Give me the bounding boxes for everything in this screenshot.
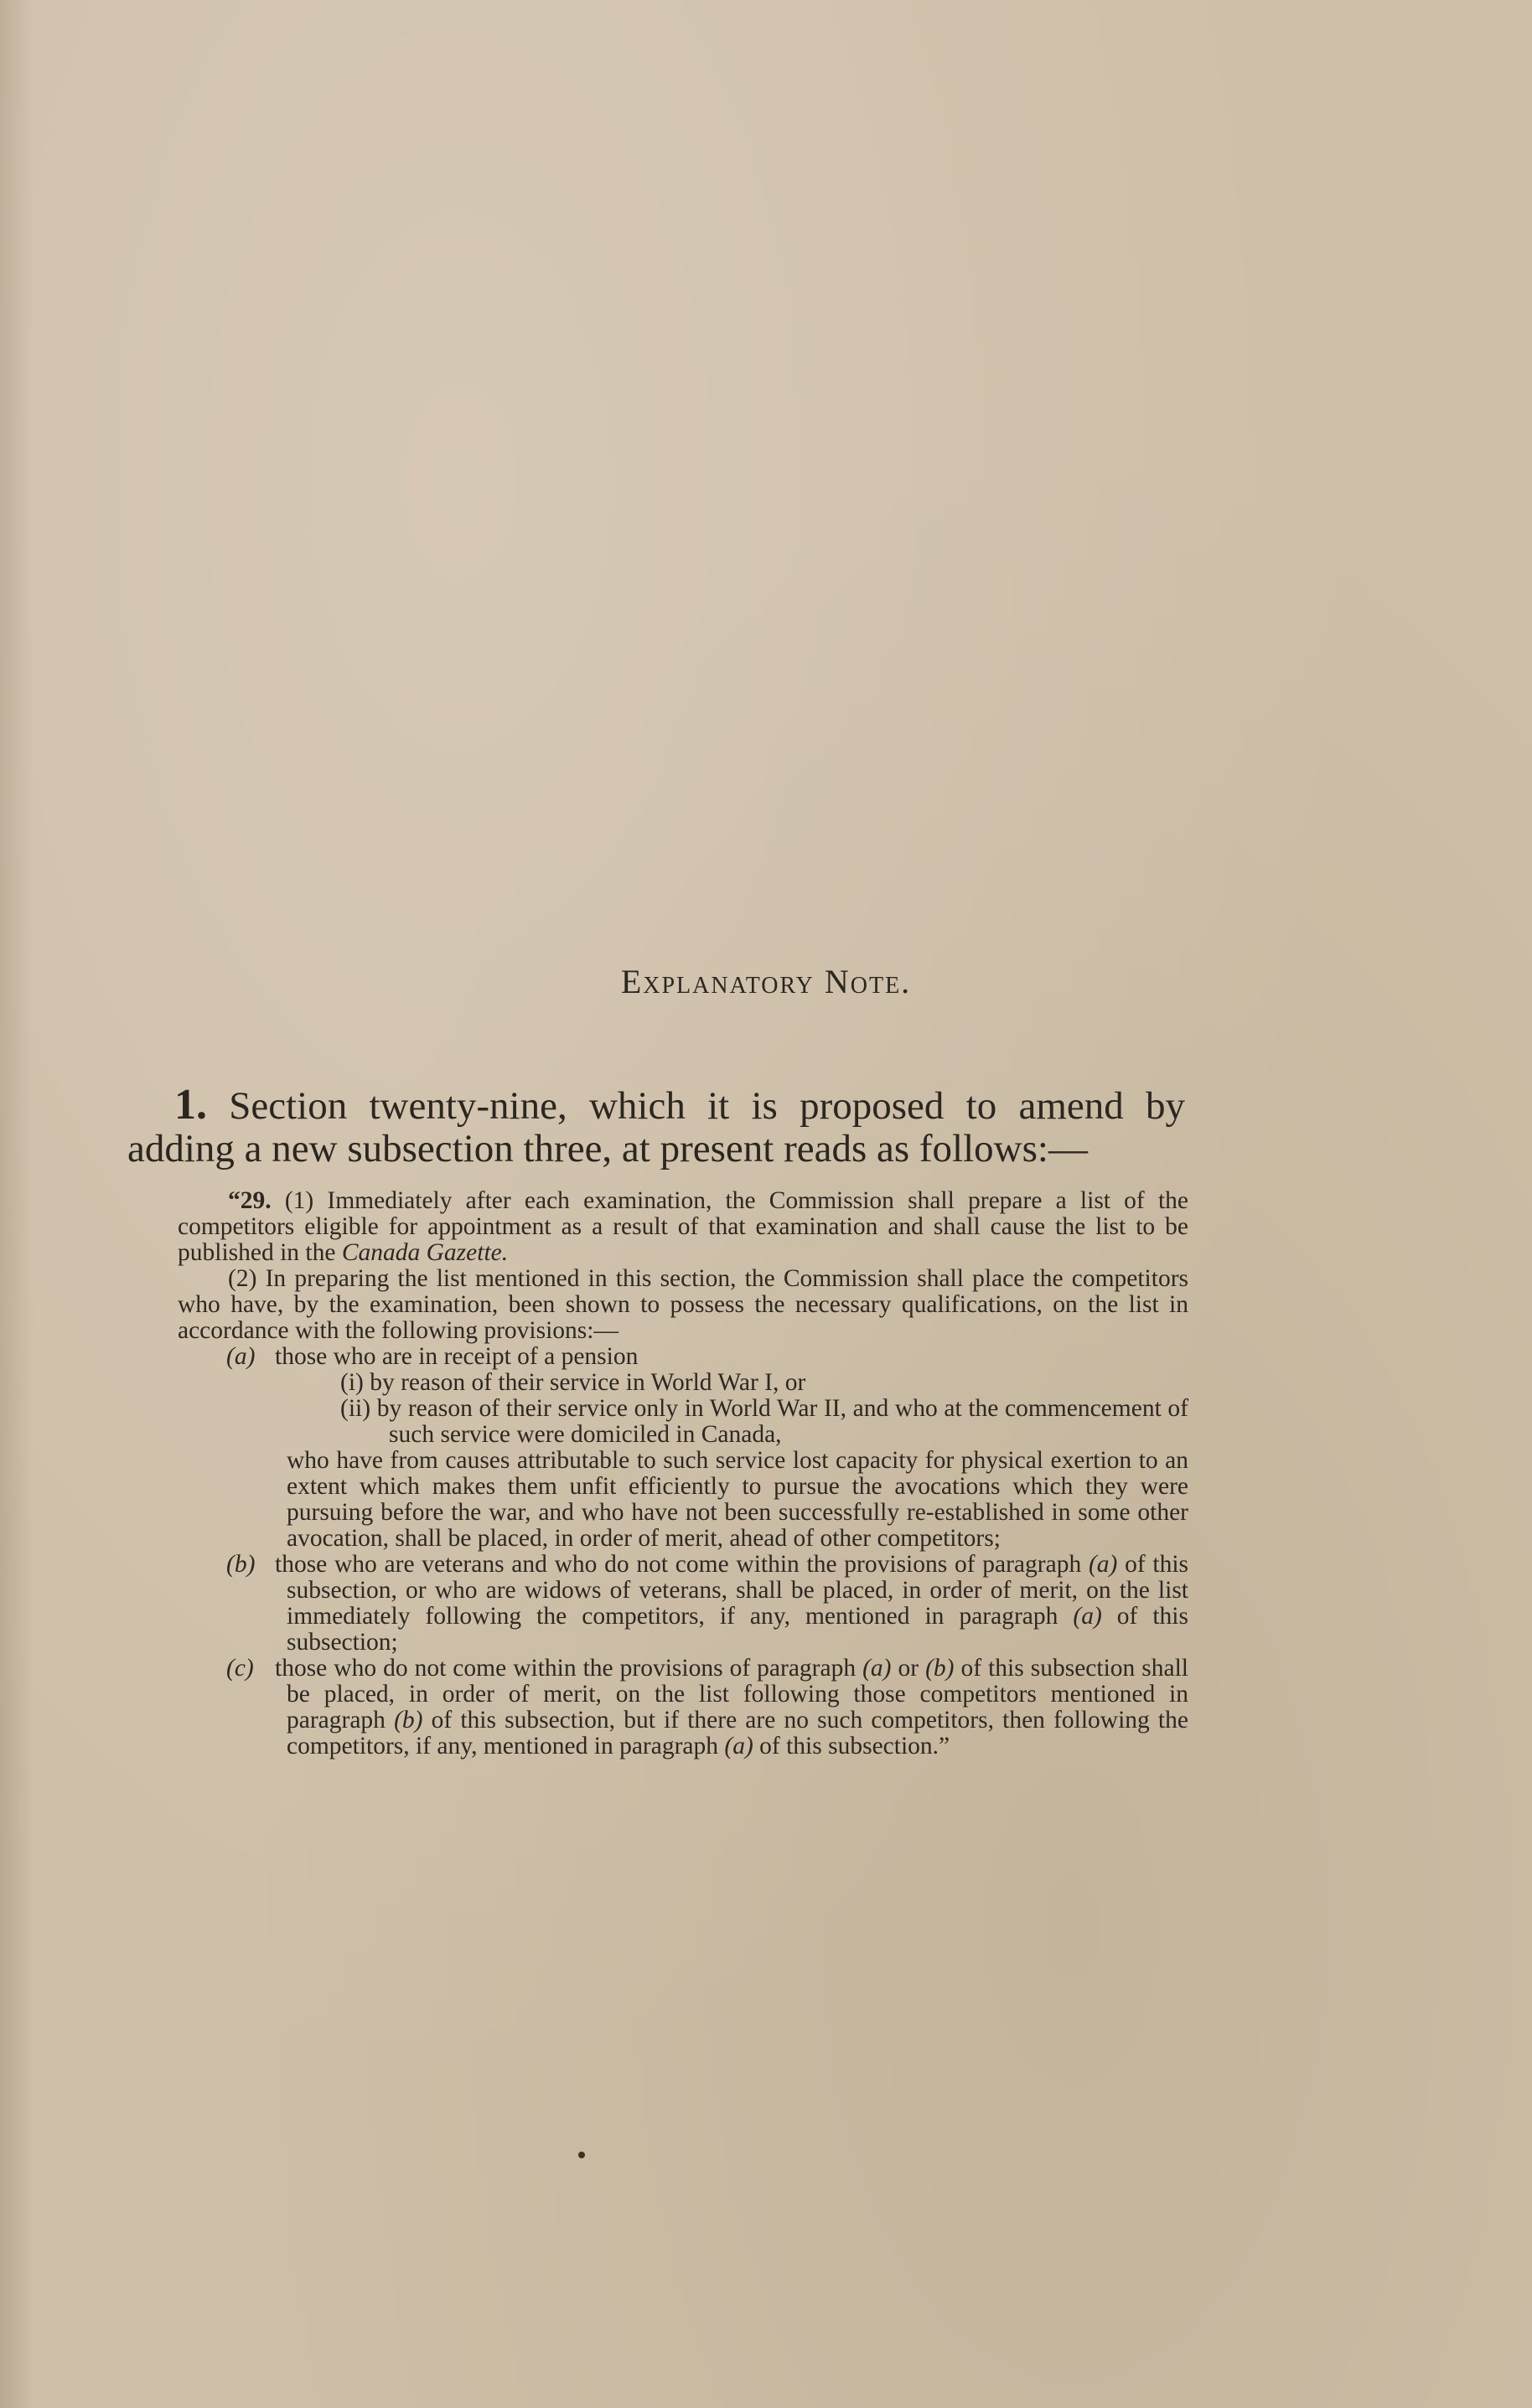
paragraph-b-label: (b) xyxy=(226,1551,256,1578)
quoted-section xyxy=(178,1188,1188,1759)
paragraph-ref: (b) xyxy=(925,1655,955,1682)
paragraph-ref: (a) xyxy=(1088,1551,1118,1578)
paragraph-ref: (a) xyxy=(724,1733,753,1759)
paragraph-b xyxy=(178,1552,1188,1656)
intro-paragraph xyxy=(127,1083,1185,1170)
paragraph-b-text: of this subsection, or who are widows of veterans, shall be placed, in order of merit, on the list immediately following the competitors, if any, mentioned in paragraph xyxy=(287,1551,1189,1630)
paragraph-a-text: those who are in receipt of a pension xyxy=(275,1343,639,1370)
paragraph-a xyxy=(178,1344,1188,1370)
paragraph-b-text: those who are veterans and who do not come within the provisions of paragraph xyxy=(275,1551,1089,1578)
page-title: Explanatory Note. xyxy=(620,963,912,1000)
paragraph-a-ii: (ii) by reason of their service only in World War II, and who at the commencement of such service were domiciled in Canada, xyxy=(340,1395,1188,1448)
paragraph-ref: (b) xyxy=(394,1707,423,1734)
paragraph-b-text: of this subsection; xyxy=(287,1603,1188,1656)
paragraph-a-i: (i) by reason of their service in World War I, or xyxy=(340,1369,806,1396)
paragraph-a-label: (a) xyxy=(226,1343,256,1370)
paragraph-c-text: of this subsection, but if there are no such competitors, then following the competitors, if any, mentioned in paragraph xyxy=(287,1707,1188,1759)
subsection-2: (2) In preparing the list mentioned in this section, the Commission shall place the competitors who have, by the examination, been shown to possess the necessary qualifications, on the list in accordance with the following provisions:— xyxy=(178,1265,1188,1344)
subsection-1-text: (1) Immediately after each examination, the Commission shall prepare a list of the competitors eligible for appointment as a result of that examination and shall cause the list to be published in the xyxy=(178,1187,1188,1266)
paragraph-c-text: or xyxy=(891,1655,926,1682)
paragraph-c-text: of this subsection.” xyxy=(753,1733,950,1759)
canada-gazette-ref: Canada Gazette. xyxy=(341,1239,509,1266)
paper-speck xyxy=(578,2152,585,2158)
paragraph-ref: (a) xyxy=(1073,1603,1102,1630)
section-number: 1. xyxy=(174,1081,207,1129)
quoted-section-number: “29. xyxy=(228,1187,272,1214)
subsection-1 xyxy=(178,1188,1188,1266)
intro-text: Section twenty-nine, which it is proposed to amend by adding a new subsection three, at present reads as follows:— xyxy=(127,1084,1185,1170)
paragraph-a-continuation: who have from causes attributable to such service lost capacity for physical exertion to an extent which makes them unfit efficiently to pursue the avocations which they were pursuing before the war, and who have not been successfully re-established in some other avocation, shall be placed, in order of merit, ahead of other competitors; xyxy=(287,1447,1188,1552)
paragraph-c-text: those who do not come within the provisions of paragraph xyxy=(275,1655,863,1682)
paragraph-ref: (a) xyxy=(862,1655,892,1682)
paragraph-c-text: of this subsection shall be placed, in order of merit, on the list following those competitors mentioned in paragraph xyxy=(287,1655,1189,1734)
paragraph-c-label: (c) xyxy=(226,1655,254,1682)
paragraph-c xyxy=(178,1656,1188,1759)
